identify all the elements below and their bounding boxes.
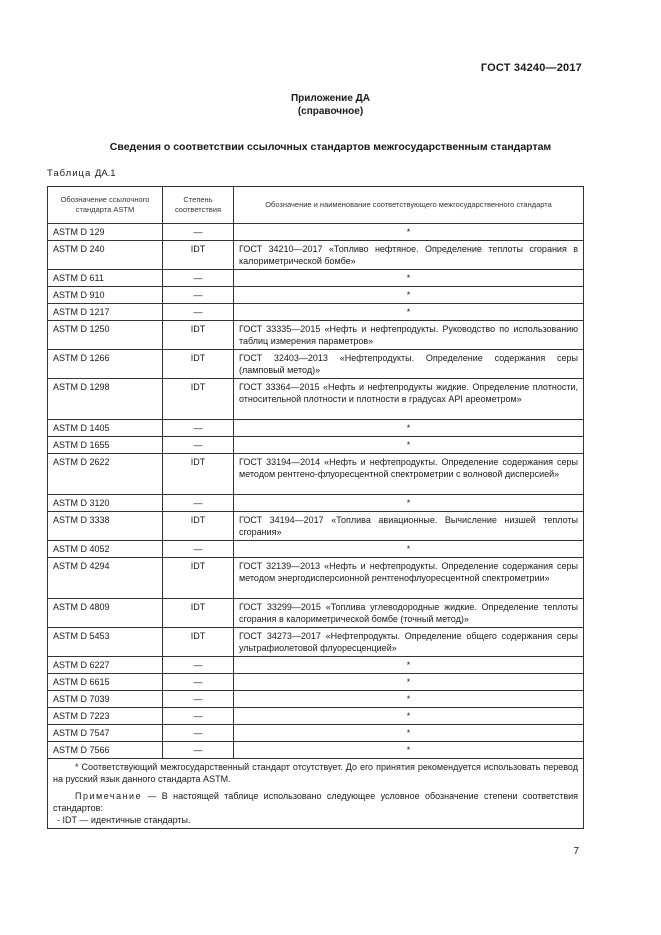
cell-degree: —	[163, 437, 234, 454]
cell-degree: —	[163, 691, 234, 708]
cell-degree: —	[163, 224, 234, 241]
cell-equivalent: *	[234, 541, 584, 558]
cell-degree: —	[163, 420, 234, 437]
cell-astm: ASTM D 1405	[48, 420, 163, 437]
cell-astm: ASTM D 4052	[48, 541, 163, 558]
cell-astm: ASTM D 7566	[48, 742, 163, 759]
table-footer	[48, 759, 584, 829]
table-body	[48, 224, 584, 759]
table-row	[48, 628, 584, 657]
cell-equivalent: ГОСТ 34194—2017 «Топлива авиационные. Вычисление низшей теплоты сгорания»	[234, 512, 584, 541]
cell-astm: ASTM D 1655	[48, 437, 163, 454]
table-row	[48, 350, 584, 379]
cell-astm: ASTM D 3338	[48, 512, 163, 541]
cell-equivalent: *	[234, 725, 584, 742]
cell-astm: ASTM D 7039	[48, 691, 163, 708]
cell-degree: IDT	[163, 628, 234, 657]
table-header-row	[48, 187, 584, 224]
cell-equivalent: *	[234, 437, 584, 454]
cell-astm: ASTM D 129	[48, 224, 163, 241]
cell-degree: —	[163, 674, 234, 691]
cell-equivalent: *	[234, 674, 584, 691]
cell-degree: IDT	[163, 558, 234, 599]
cell-equivalent: *	[234, 742, 584, 759]
table-row	[48, 708, 584, 725]
cell-degree: IDT	[163, 321, 234, 350]
table-row	[48, 742, 584, 759]
cell-equivalent: *	[234, 420, 584, 437]
cell-equivalent: *	[234, 495, 584, 512]
cell-degree: IDT	[163, 241, 234, 270]
cell-degree: —	[163, 657, 234, 674]
table-row	[48, 437, 584, 454]
table-row	[48, 304, 584, 321]
cell-astm: ASTM D 6227	[48, 657, 163, 674]
cell-equivalent: *	[234, 708, 584, 725]
cell-astm: ASTM D 7547	[48, 725, 163, 742]
cell-astm: ASTM D 240	[48, 241, 163, 270]
cell-astm: ASTM D 611	[48, 270, 163, 287]
table-caption-number: ДА.1	[94, 168, 116, 179]
cell-equivalent: *	[234, 691, 584, 708]
header-astm: Обозначение ссылочного стандарта ASTM	[48, 187, 163, 224]
table-row	[48, 241, 584, 270]
cell-astm: ASTM D 4809	[48, 599, 163, 628]
table-row	[48, 558, 584, 599]
cell-equivalent: *	[234, 224, 584, 241]
section-title: Сведения о соответствии ссылочных стандартов межгосударственным стандартам	[109, 141, 552, 153]
note-text: — В настоящей таблице использовано следующее условное обозначение степени соответствия стандартов:	[53, 791, 578, 813]
table-caption-word: Таблица	[47, 168, 92, 179]
cell-equivalent: *	[234, 270, 584, 287]
cell-equivalent: ГОСТ 32139—2013 «Нефть и нефтепродукты. Определение содержания серы методом энергодисперсионной рентгенофлуоресцентной спектрометрии»	[234, 558, 584, 599]
cell-astm: ASTM D 5453	[48, 628, 163, 657]
table-row	[48, 420, 584, 437]
cell-degree: —	[163, 495, 234, 512]
cell-astm: ASTM D 1266	[48, 350, 163, 379]
table-row	[48, 379, 584, 420]
cell-degree: IDT	[163, 512, 234, 541]
note	[53, 790, 578, 814]
table-row	[48, 725, 584, 742]
table-row	[48, 495, 584, 512]
table-row	[48, 270, 584, 287]
cell-astm: ASTM D 1298	[48, 379, 163, 420]
cell-astm: ASTM D 6615	[48, 674, 163, 691]
header-equivalent: Обозначение и наименование соответствующего межгосударственного стандарта	[234, 187, 584, 224]
table-row	[48, 321, 584, 350]
cell-equivalent: ГОСТ 32403—2013 «Нефтепродукты. Определение содержания серы (ламповый метод)»	[234, 350, 584, 379]
cell-equivalent: ГОСТ 33194—2014 «Нефть и нефтепродукты. Определение содержания серы методом рентгено-флуоресцентной спектрометрии с волновой дисперсией»	[234, 454, 584, 495]
cell-astm: ASTM D 1217	[48, 304, 163, 321]
table-row	[48, 657, 584, 674]
cell-degree: IDT	[163, 599, 234, 628]
cell-astm: ASTM D 2622	[48, 454, 163, 495]
cell-equivalent: ГОСТ 33299—2015 «Топлива углеводородные жидкие. Определение теплоты сгорания в калориметрической бомбе (точный метод)»	[234, 599, 584, 628]
cell-equivalent: *	[234, 287, 584, 304]
correspondence-table	[47, 186, 584, 829]
cell-equivalent: ГОСТ 34210—2017 «Топливо нефтяное. Определение теплоты сгорания в калориметрической бомбе»	[234, 241, 584, 270]
note-item: - IDT — идентичные стандарты.	[57, 815, 191, 825]
cell-astm: ASTM D 910	[48, 287, 163, 304]
cell-astm: ASTM D 7223	[48, 708, 163, 725]
note-label: Примечание	[75, 791, 143, 801]
table-row	[48, 224, 584, 241]
cell-degree: —	[163, 304, 234, 321]
table-row	[48, 691, 584, 708]
cell-degree: —	[163, 742, 234, 759]
cell-degree: —	[163, 725, 234, 742]
table-row	[48, 674, 584, 691]
table-row	[48, 541, 584, 558]
table-caption	[47, 168, 116, 179]
annex-subtitle: (справочное)	[297, 106, 364, 117]
cell-astm: ASTM D 3120	[48, 495, 163, 512]
header-degree: Степень соответствия	[163, 187, 234, 224]
cell-astm: ASTM D 1250	[48, 321, 163, 350]
cell-degree: —	[163, 541, 234, 558]
cell-equivalent: ГОСТ 33335—2015 «Нефть и нефтепродукты. Руководство по использованию таблиц измерения параметров»	[234, 321, 584, 350]
cell-degree: IDT	[163, 454, 234, 495]
cell-equivalent: ГОСТ 33364—2015 «Нефть и нефтепродукты жидкие. Определение плотности, относительной плотности и плотности в градусах API ареометром»	[234, 379, 584, 420]
table-row	[48, 599, 584, 628]
annex-heading	[0, 92, 661, 118]
cell-equivalent: *	[234, 304, 584, 321]
table-row	[48, 287, 584, 304]
cell-equivalent: ГОСТ 34273—2017 «Нефтепродукты. Определение общего содержания серы ультрафиолетовой флуоресценцией»	[234, 628, 584, 657]
cell-degree: —	[163, 287, 234, 304]
cell-astm: ASTM D 4294	[48, 558, 163, 599]
cell-degree: —	[163, 708, 234, 725]
annex-title: Приложение ДА	[290, 93, 371, 104]
table-row	[48, 454, 584, 495]
table-row	[48, 512, 584, 541]
cell-degree: —	[163, 270, 234, 287]
cell-degree: IDT	[163, 379, 234, 420]
table-footer-row	[48, 759, 584, 829]
cell-equivalent: *	[234, 657, 584, 674]
footnote: * Соответствующий межгосударственный стандарт отсутствует. До его принятия рекомендуется использовать перевод на русский язык данного стандарта ASTM.	[53, 762, 578, 784]
cell-degree: IDT	[163, 350, 234, 379]
document-code: ГОСТ 34240—2017	[480, 62, 582, 74]
page-number: 7	[573, 846, 579, 857]
